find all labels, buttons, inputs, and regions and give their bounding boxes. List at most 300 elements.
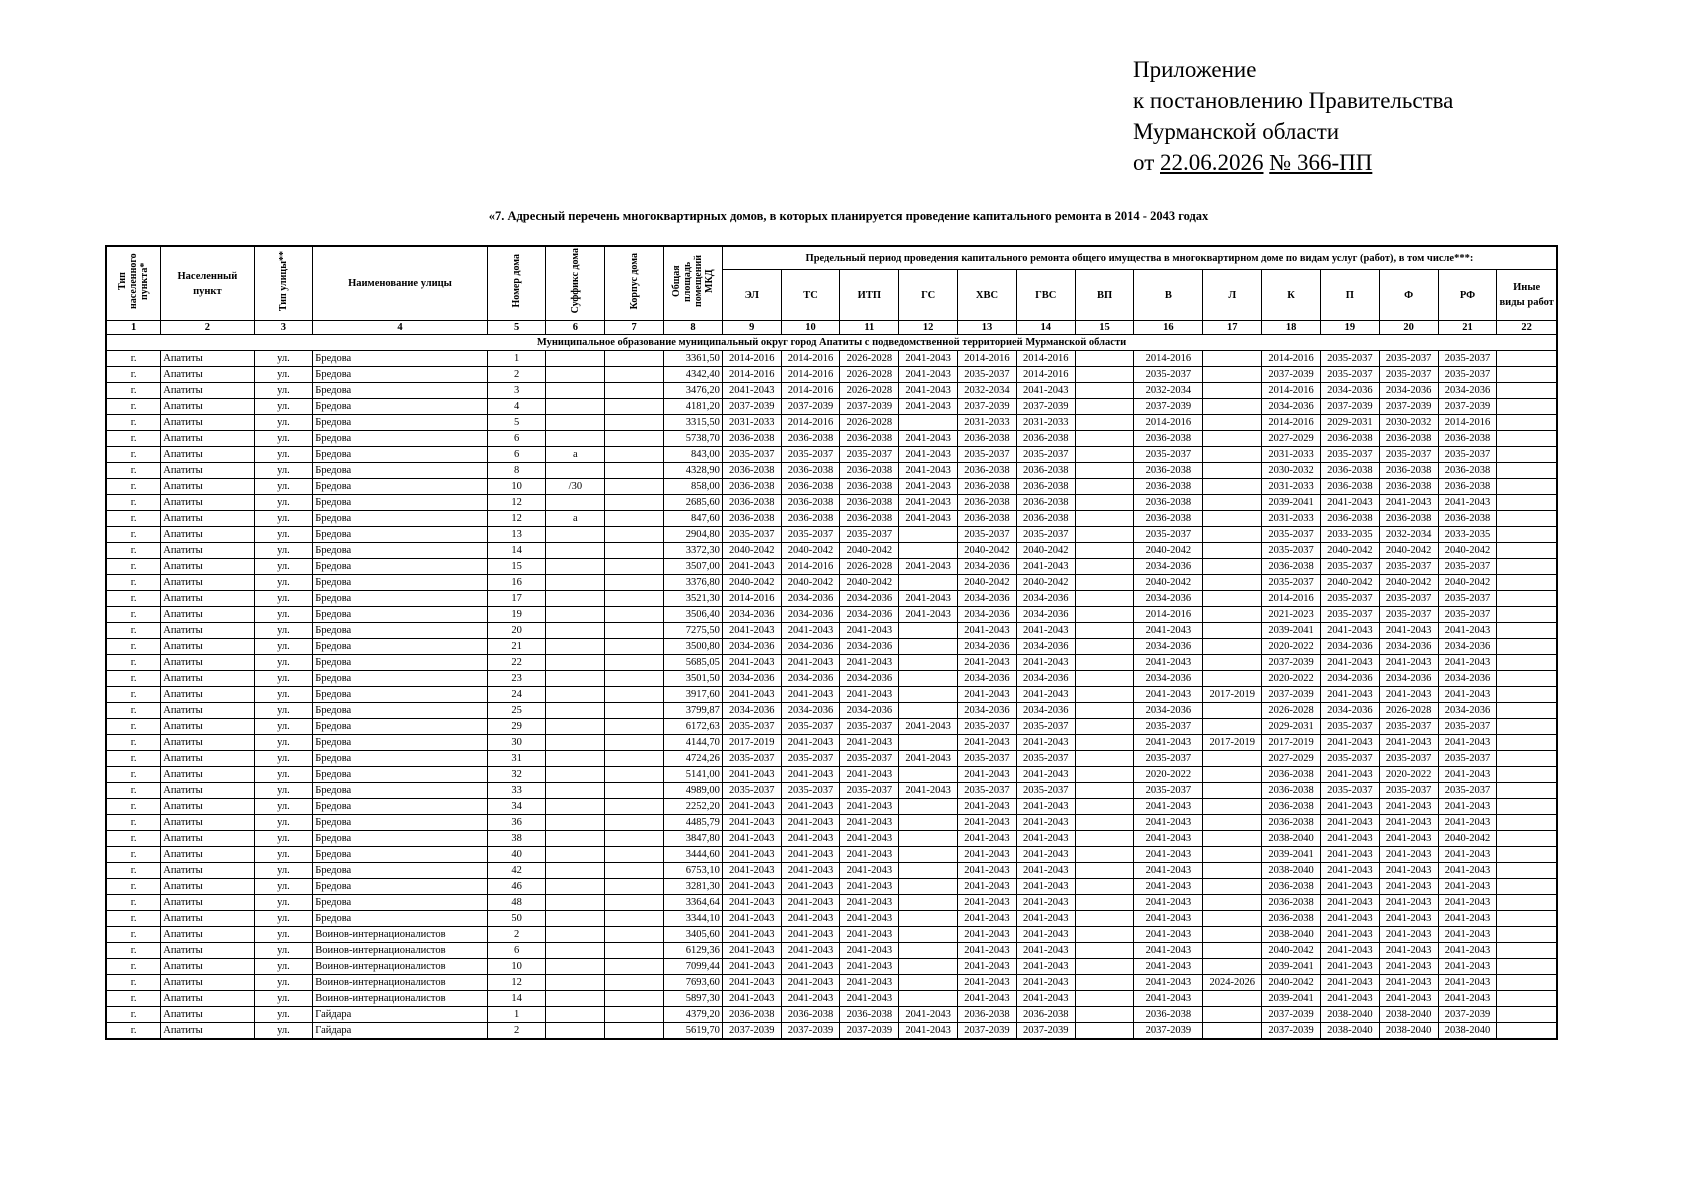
cell-house-suffix [546,879,605,895]
cell-street-name: Бредова [313,671,487,687]
cell-p: 2041-2043 [1320,863,1379,879]
cell-f: 2035-2037 [1379,719,1438,735]
cell-el: 2036-2038 [722,511,781,527]
cell-p: 2041-2043 [1320,895,1379,911]
cell-itp: 2035-2037 [840,527,899,543]
cell-settlement: Апатиты [161,991,254,1007]
cell-settlement: Апатиты [161,399,254,415]
cell-k: 2027-2029 [1262,431,1321,447]
cell-p: 2041-2043 [1320,799,1379,815]
cell-v: 2040-2042 [1134,575,1203,591]
cell-k: 2039-2041 [1262,623,1321,639]
cell-itp: 2036-2038 [840,511,899,527]
cell-f: 2040-2042 [1379,575,1438,591]
cell-gvs: 2041-2043 [1016,863,1075,879]
cell-k: 2040-2042 [1262,975,1321,991]
cell-f: 2026-2028 [1379,703,1438,719]
cell-l [1203,511,1262,527]
cell-settlement-type: г. [106,847,161,863]
cell-rf: 2035-2037 [1438,719,1497,735]
column-number: 1 [106,321,161,335]
cell-street-name: Бредова [313,415,487,431]
cell-area: 3376,80 [664,575,723,591]
cell-p: 2035-2037 [1320,351,1379,367]
cell-hvs: 2040-2042 [958,575,1017,591]
cell-hvs: 2036-2038 [958,479,1017,495]
cell-settlement: Апатиты [161,367,254,383]
cell-itp: 2041-2043 [840,863,899,879]
header-house-suffix: Суффикс дома [546,246,605,321]
cell-house-number: 19 [487,607,546,623]
cell-vp [1075,351,1134,367]
cell-settlement-type: г. [106,543,161,559]
cell-house-number: 24 [487,687,546,703]
cell-f: 2036-2038 [1379,511,1438,527]
cell-v: 2035-2037 [1134,751,1203,767]
cell-gvs: 2036-2038 [1016,495,1075,511]
cell-other-works [1497,959,1557,975]
cell-house-suffix [546,703,605,719]
cell-gvs: 2041-2043 [1016,959,1075,975]
cell-settlement-type: г. [106,735,161,751]
cell-itp: 2035-2037 [840,719,899,735]
cell-l [1203,431,1262,447]
cell-building [605,479,664,495]
cell-house-number: 50 [487,911,546,927]
cell-building [605,879,664,895]
cell-f: 2030-2032 [1379,415,1438,431]
cell-ts: 2036-2038 [781,479,840,495]
cell-settlement-type: г. [106,767,161,783]
cell-settlement: Апатиты [161,351,254,367]
cell-street-type: ул. [254,975,313,991]
cell-k: 2038-2040 [1262,831,1321,847]
cell-vp [1075,815,1134,831]
cell-gvs: 2041-2043 [1016,815,1075,831]
cell-settlement-type: г. [106,527,161,543]
cell-street-type: ул. [254,671,313,687]
cell-vp [1075,671,1134,687]
cell-f: 2036-2038 [1379,431,1438,447]
cell-hvs: 2034-2036 [958,671,1017,687]
cell-k: 2037-2039 [1262,1023,1321,1040]
table-row [106,703,1557,719]
cell-l [1203,927,1262,943]
cell-p: 2035-2037 [1320,591,1379,607]
cell-v: 2014-2016 [1134,351,1203,367]
cell-l [1203,671,1262,687]
cell-other-works [1497,431,1557,447]
cell-house-number: 40 [487,847,546,863]
cell-itp: 2036-2038 [840,1007,899,1023]
cell-f: 2041-2043 [1379,911,1438,927]
cell-settlement: Апатиты [161,815,254,831]
cell-settlement: Апатиты [161,895,254,911]
cell-vp [1075,447,1134,463]
cell-gs: 2041-2043 [899,495,958,511]
cell-hvs: 2035-2037 [958,527,1017,543]
cell-gvs: 2014-2016 [1016,351,1075,367]
cell-f: 2040-2042 [1379,543,1438,559]
cell-k: 2036-2038 [1262,879,1321,895]
cell-settlement: Апатиты [161,623,254,639]
cell-area: 4485,79 [664,815,723,831]
cell-l [1203,847,1262,863]
cell-building [605,975,664,991]
cell-street-name: Бредова [313,447,487,463]
cell-house-suffix [546,559,605,575]
cell-v: 2040-2042 [1134,543,1203,559]
cell-settlement: Апатиты [161,383,254,399]
cell-v: 2036-2038 [1134,1007,1203,1023]
cell-area: 6753,10 [664,863,723,879]
cell-settlement-type: г. [106,911,161,927]
cell-rf: 2041-2043 [1438,895,1497,911]
cell-other-works [1497,895,1557,911]
cell-house-suffix [546,847,605,863]
cell-area: 3361,50 [664,351,723,367]
column-number: 20 [1379,321,1438,335]
cell-street-type: ул. [254,847,313,863]
cell-street-name: Бредова [313,527,487,543]
cell-hvs: 2041-2043 [958,831,1017,847]
cell-building [605,367,664,383]
cell-hvs: 2037-2039 [958,399,1017,415]
cell-itp: 2035-2037 [840,783,899,799]
header-service: ГС [899,270,958,321]
cell-house-suffix [546,783,605,799]
header-service: ВП [1075,270,1134,321]
cell-el: 2041-2043 [722,863,781,879]
cell-f: 2041-2043 [1379,815,1438,831]
cell-v: 2041-2043 [1134,655,1203,671]
cell-v: 2041-2043 [1134,975,1203,991]
cell-settlement: Апатиты [161,543,254,559]
cell-house-number: 2 [487,927,546,943]
header-street-name: Наименование улицы [313,246,487,321]
cell-house-number: 38 [487,831,546,847]
cell-gs [899,959,958,975]
cell-k: 2038-2040 [1262,927,1321,943]
cell-other-works [1497,591,1557,607]
cell-area: 858,00 [664,479,723,495]
cell-gvs: 2040-2042 [1016,575,1075,591]
cell-ts: 2041-2043 [781,911,840,927]
cell-settlement: Апатиты [161,591,254,607]
cell-vp [1075,495,1134,511]
cell-gvs: 2041-2043 [1016,559,1075,575]
cell-vp [1075,479,1134,495]
cell-house-number: 12 [487,495,546,511]
cell-street-name: Бредова [313,783,487,799]
cell-gvs: 2041-2043 [1016,799,1075,815]
cell-p: 2041-2043 [1320,911,1379,927]
cell-itp: 2041-2043 [840,767,899,783]
cell-house-suffix [546,719,605,735]
cell-building [605,703,664,719]
cell-house-number: 6 [487,943,546,959]
cell-p: 2041-2043 [1320,847,1379,863]
table-row [106,511,1557,527]
cell-gs [899,623,958,639]
cell-gvs: 2034-2036 [1016,671,1075,687]
cell-f: 2035-2037 [1379,367,1438,383]
cell-settlement-type: г. [106,463,161,479]
cell-house-suffix [546,607,605,623]
cell-ts: 2037-2039 [781,399,840,415]
cell-k: 2027-2029 [1262,751,1321,767]
appendix-block [1133,54,1453,178]
cell-house-number: 48 [487,895,546,911]
cell-gs: 2041-2043 [899,591,958,607]
cell-building [605,415,664,431]
cell-k: 2031-2033 [1262,447,1321,463]
cell-building [605,1007,664,1023]
cell-settlement-type: г. [106,943,161,959]
cell-other-works [1497,831,1557,847]
column-number: 19 [1320,321,1379,335]
cell-vp [1075,831,1134,847]
cell-street-type: ул. [254,559,313,575]
cell-gs: 2041-2043 [899,431,958,447]
cell-k: 2026-2028 [1262,703,1321,719]
cell-itp: 2035-2037 [840,447,899,463]
cell-other-works [1497,655,1557,671]
cell-other-works [1497,847,1557,863]
cell-street-name: Бредова [313,687,487,703]
cell-hvs: 2041-2043 [958,975,1017,991]
cell-street-type: ул. [254,351,313,367]
cell-gvs: 2036-2038 [1016,431,1075,447]
cell-house-suffix [546,1023,605,1040]
cell-settlement: Апатиты [161,783,254,799]
appendix-number: № 366-ПП [1269,150,1373,175]
cell-vp [1075,639,1134,655]
cell-l [1203,799,1262,815]
cell-gs [899,975,958,991]
cell-v: 2035-2037 [1134,783,1203,799]
cell-building [605,719,664,735]
cell-ts: 2041-2043 [781,847,840,863]
header-service: Л [1203,270,1262,321]
column-number: 7 [605,321,664,335]
cell-area: 4379,20 [664,1007,723,1023]
cell-house-suffix [546,895,605,911]
cell-vp [1075,415,1134,431]
cell-f: 2041-2043 [1379,655,1438,671]
cell-settlement: Апатиты [161,495,254,511]
cell-k: 2037-2039 [1262,1007,1321,1023]
cell-area: 3847,80 [664,831,723,847]
cell-street-name: Гайдара [313,1023,487,1040]
cell-house-suffix [546,863,605,879]
cell-house-number: 3 [487,383,546,399]
cell-hvs: 2041-2043 [958,799,1017,815]
cell-rf: 2038-2040 [1438,1023,1497,1040]
cell-gs: 2041-2043 [899,447,958,463]
cell-el: 2041-2043 [722,799,781,815]
cell-gvs: 2041-2043 [1016,383,1075,399]
cell-area: 847,60 [664,511,723,527]
cell-ts: 2041-2043 [781,959,840,975]
cell-rf: 2036-2038 [1438,511,1497,527]
cell-street-name: Бредова [313,575,487,591]
cell-itp: 2041-2043 [840,975,899,991]
cell-itp: 2036-2038 [840,463,899,479]
cell-gvs: 2031-2033 [1016,415,1075,431]
table-row [106,751,1557,767]
cell-house-number: 14 [487,543,546,559]
cell-settlement-type: г. [106,639,161,655]
cell-l [1203,1023,1262,1040]
cell-f: 2034-2036 [1379,671,1438,687]
cell-gs [899,687,958,703]
column-number: 14 [1016,321,1075,335]
cell-house-number: 20 [487,623,546,639]
cell-hvs: 2041-2043 [958,767,1017,783]
cell-house-suffix [546,975,605,991]
cell-vp [1075,879,1134,895]
cell-settlement-type: г. [106,975,161,991]
cell-itp: 2026-2028 [840,559,899,575]
cell-street-type: ул. [254,431,313,447]
cell-house-number: 2 [487,1023,546,1040]
cell-p: 2038-2040 [1320,1023,1379,1040]
cell-building [605,511,664,527]
cell-house-number: 6 [487,447,546,463]
cell-vp [1075,751,1134,767]
cell-l: 2017-2019 [1203,735,1262,751]
cell-vp [1075,991,1134,1007]
table-row [106,607,1557,623]
cell-settlement-type: г. [106,655,161,671]
cell-k: 2039-2041 [1262,959,1321,975]
cell-v: 2034-2036 [1134,671,1203,687]
cell-itp: 2036-2038 [840,431,899,447]
cell-ts: 2041-2043 [781,623,840,639]
cell-el: 2035-2037 [722,527,781,543]
cell-v: 2034-2036 [1134,559,1203,575]
cell-street-type: ул. [254,399,313,415]
cell-p: 2035-2037 [1320,607,1379,623]
cell-itp: 2034-2036 [840,703,899,719]
cell-hvs: 2034-2036 [958,591,1017,607]
cell-vp [1075,783,1134,799]
cell-other-works [1497,495,1557,511]
header-service: В [1134,270,1203,321]
cell-itp: 2041-2043 [840,943,899,959]
table-row [106,415,1557,431]
cell-gs [899,831,958,847]
cell-rf: 2041-2043 [1438,687,1497,703]
cell-house-suffix [546,639,605,655]
cell-gvs: 2040-2042 [1016,543,1075,559]
cell-f: 2035-2037 [1379,607,1438,623]
cell-other-works [1497,575,1557,591]
cell-hvs: 2036-2038 [958,463,1017,479]
cell-gvs: 2035-2037 [1016,751,1075,767]
cell-gvs: 2034-2036 [1016,591,1075,607]
table-row [106,447,1557,463]
cell-f: 2035-2037 [1379,591,1438,607]
cell-street-name: Воинов-интернационалистов [313,959,487,975]
cell-settlement-type: г. [106,399,161,415]
cell-gvs: 2041-2043 [1016,735,1075,751]
cell-street-type: ул. [254,735,313,751]
table-row [106,639,1557,655]
cell-settlement-type: г. [106,783,161,799]
cell-building [605,767,664,783]
cell-street-name: Воинов-интернационалистов [313,927,487,943]
cell-vp [1075,367,1134,383]
cell-building [605,847,664,863]
cell-building [605,575,664,591]
cell-building [605,351,664,367]
table-row [106,655,1557,671]
cell-f: 2038-2040 [1379,1007,1438,1023]
cell-ts: 2041-2043 [781,815,840,831]
cell-l [1203,463,1262,479]
cell-hvs: 2041-2043 [958,735,1017,751]
cell-area: 5141,00 [664,767,723,783]
cell-k: 2031-2033 [1262,511,1321,527]
cell-gvs: 2036-2038 [1016,511,1075,527]
cell-el: 2041-2043 [722,831,781,847]
cell-hvs: 2035-2037 [958,367,1017,383]
cell-street-type: ул. [254,623,313,639]
table-row [106,687,1557,703]
cell-hvs: 2034-2036 [958,639,1017,655]
cell-settlement-type: г. [106,927,161,943]
cell-itp: 2041-2043 [840,991,899,1007]
cell-hvs: 2036-2038 [958,511,1017,527]
cell-rf: 2036-2038 [1438,479,1497,495]
cell-street-type: ул. [254,463,313,479]
cell-street-name: Бредова [313,511,487,527]
cell-rf: 2041-2043 [1438,623,1497,639]
cell-settlement: Апатиты [161,751,254,767]
cell-itp: 2041-2043 [840,831,899,847]
table-row [106,367,1557,383]
cell-gvs: 2036-2038 [1016,463,1075,479]
cell-street-name: Бредова [313,815,487,831]
cell-v: 2041-2043 [1134,799,1203,815]
cell-p: 2035-2037 [1320,447,1379,463]
cell-v: 2034-2036 [1134,591,1203,607]
cell-vp [1075,575,1134,591]
cell-street-type: ул. [254,911,313,927]
cell-street-type: ул. [254,543,313,559]
cell-ts: 2040-2042 [781,543,840,559]
cell-ts: 2014-2016 [781,559,840,575]
cell-ts: 2037-2039 [781,1023,840,1040]
cell-street-name: Бредова [313,703,487,719]
cell-f: 2034-2036 [1379,639,1438,655]
cell-rf: 2041-2043 [1438,911,1497,927]
table-row [106,991,1557,1007]
cell-settlement-type: г. [106,495,161,511]
cell-el: 2041-2043 [722,895,781,911]
cell-house-suffix: а [546,447,605,463]
cell-settlement-type: г. [106,879,161,895]
cell-rf: 2033-2035 [1438,527,1497,543]
cell-ts: 2035-2037 [781,783,840,799]
cell-house-suffix [546,415,605,431]
cell-street-type: ул. [254,415,313,431]
cell-rf: 2041-2043 [1438,943,1497,959]
cell-street-type: ул. [254,863,313,879]
cell-itp: 2037-2039 [840,399,899,415]
